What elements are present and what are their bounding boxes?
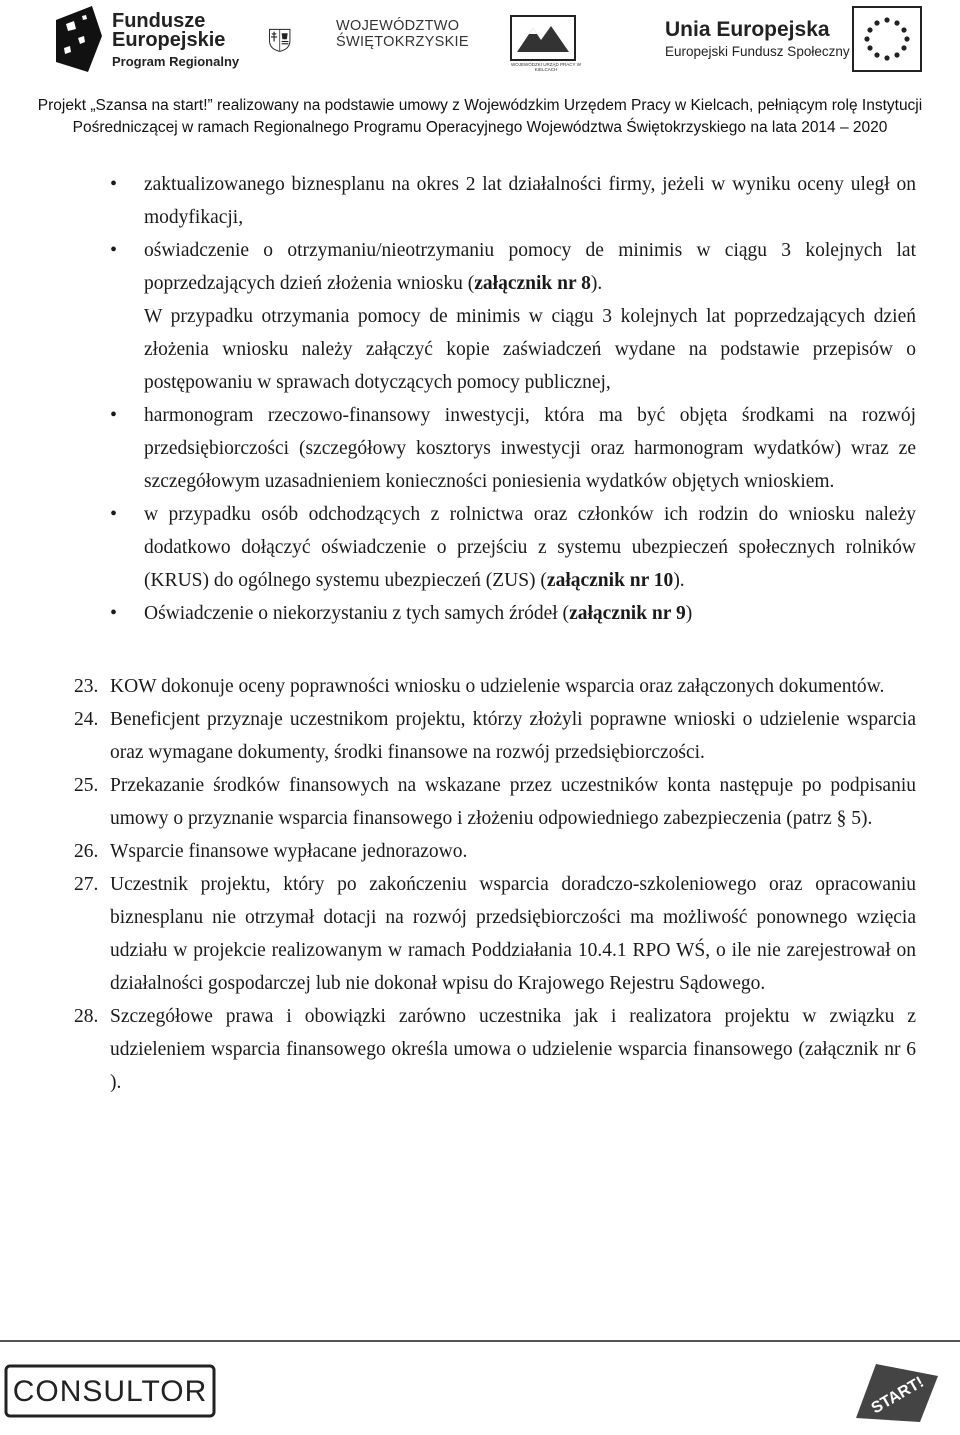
list-item: [144, 168, 916, 234]
ue-title: Unia Europejska: [665, 18, 830, 41]
item-number: 25.: [74, 775, 99, 796]
document-body: [0, 168, 960, 1099]
consultor-text: CONSULTOR: [12, 1375, 208, 1408]
list-item: [74, 835, 916, 868]
item-text: Beneficjent przyznaje uczestnikom projektu, którzy złożyli poprawne wnioski o udzielenie wsparcia oraz wymagane dokumenty, środki finansowe na rozwój przedsiębiorczości.: [110, 709, 916, 763]
list-item: [144, 597, 916, 630]
swietokrzyskie-text: [336, 18, 469, 50]
bullet-after: ): [685, 603, 693, 624]
start-badge-logo: [846, 1356, 946, 1426]
list-item: [144, 234, 916, 399]
ue-subtitle: Europejski Fundusz Społeczny: [665, 44, 850, 59]
fe-line3: Program Regionalny: [112, 54, 240, 69]
wup-text: WOJEWÓDZKI URZĄD PRACY W KIELCACH: [511, 62, 581, 72]
item-number: 26.: [74, 841, 99, 862]
fe-line2: Europejskie: [112, 29, 226, 51]
bullet-text: harmonogram rzeczowo-finansowy inwestycji, która ma być objęta środkami na rozwój przedsiębiorczości (szczegółowy kosztorys inwestycji oraz harmonogram wydatków) wraz ze szczegółowym uzasadnieniem konieczności poniesienia wydatków objętych wnioskiem.: [144, 405, 916, 492]
unia-europejska-text: [665, 18, 850, 62]
item-text: Uczestnik projektu, który po zakończeniu wsparcia doradczo-szkoleniowego oraz opracowaniu biznesplanu nie otrzymał dotacji na rozwój przedsiębiorczości ma możliwość ponownego wzięcia udziału w projekcie realizowanym w ramach Poddziałania 10.4.1 RPO WŚ, o ile nie zarejestrował on działalności gospodarczej lub nie dokonał wpisu do Krajowego Rejestru Sądowego.: [110, 874, 916, 994]
item-text: Wsparcie finansowe wypłacane jednorazowo.: [110, 841, 468, 862]
footer-divider: [0, 1340, 960, 1342]
bullet-bold: załącznik nr 10: [546, 570, 674, 591]
list-item: [74, 868, 916, 1000]
bullet-after: ).: [673, 570, 685, 591]
project-line-2: Pośredniczącej w ramach Regionalnego Programu Operacyjnego Województwa Świętokrzyskiego na lata 2014 – 2020: [72, 119, 888, 136]
list-item: [74, 703, 916, 769]
list-item: [144, 498, 916, 597]
project-info: [0, 95, 960, 139]
start-text: START!: [868, 1373, 927, 1418]
bullet-text: oświadczenie o otrzymaniu/nieotrzymaniu pomocy de minimis w ciągu 3 kolejnych lat poprzedzających dzień złożenia wniosku (: [144, 240, 916, 294]
header-logos: [0, 0, 960, 88]
bullet-extra: W przypadku otrzymania pomocy de minimis w ciągu 3 kolejnych lat poprzedzających dzień złożenia wniosku należy załączyć kopie zaświadczeń wydane na podstawie przepisów o postępowaniu w sprawach dotyczących pomocy publicznej,: [144, 306, 916, 393]
fundusze-europejskie-text: [112, 12, 239, 71]
list-item: [144, 399, 916, 498]
sw-line1: WOJEWÓDZTWO: [336, 18, 460, 34]
bullet-text: Oświadczenie o niekorzystaniu z tych samych źródeł (: [144, 603, 570, 624]
item-text: KOW dokonuje oceny poprawności wniosku o udzielenie wsparcia oraz załączonych dokumentów.: [110, 676, 885, 697]
bullet-after: ).: [590, 273, 603, 294]
eu-flag-icon: [852, 6, 922, 72]
bullet-text: w przypadku osób odchodzących z rolnictwa oraz członków ich rodzin do wniosku należy dodatkowo dołączyć oświadczenie o przejściu z systemu ubezpieczeń społecznych rolników (KRUS) do ogólnego systemu ubezpieczeń (ZUS) (: [144, 504, 916, 591]
bullet-text: zaktualizowanego biznesplanu na okres 2 lat działalności firmy, jeżeli w wyniku oceny uległ on modyfikacji,: [144, 174, 916, 228]
sw-line2: ŚWIĘTOKRZYSKIE: [336, 34, 469, 50]
regulation-points: [0, 670, 960, 1099]
attachments-list: [0, 168, 960, 630]
swietokrzyskie-crest-icon: [268, 8, 338, 72]
list-item: [74, 670, 916, 703]
fe-line1: Fundusze: [112, 10, 206, 32]
bullet-bold: załącznik nr 9: [569, 603, 686, 624]
item-number: 24.: [74, 709, 99, 730]
consultor-logo: [4, 1364, 216, 1418]
list-item: [74, 1000, 916, 1099]
bullet-bold: załącznik nr 8: [474, 273, 591, 294]
item-text: Szczegółowe prawa i obowiązki zarówno uczestnika jak i realizatora projektu w związku z udzieleniem wsparcia finansowego określa umowa o udzielenie wsparcia finansowego (załącznik nr 6 ).: [110, 1006, 916, 1093]
item-number: 27.: [74, 874, 99, 895]
project-line-1: Projekt „Szansa na start!” realizowany na podstawie umowy z Wojewódzkim Urzędem Pracy w Kielcach, pełniącym rolę Instytucji: [37, 97, 923, 114]
item-text: Przekazanie środków finansowych na wskazane przez uczestników konta następuje po podpisaniu umowy o przyznanie wsparcia finansowego i złożeniu odpowiedniego zabezpieczenia (patrz § 5).: [110, 775, 916, 829]
list-item: [74, 769, 916, 835]
item-number: 28.: [74, 1006, 99, 1027]
item-number: 23.: [74, 676, 99, 697]
